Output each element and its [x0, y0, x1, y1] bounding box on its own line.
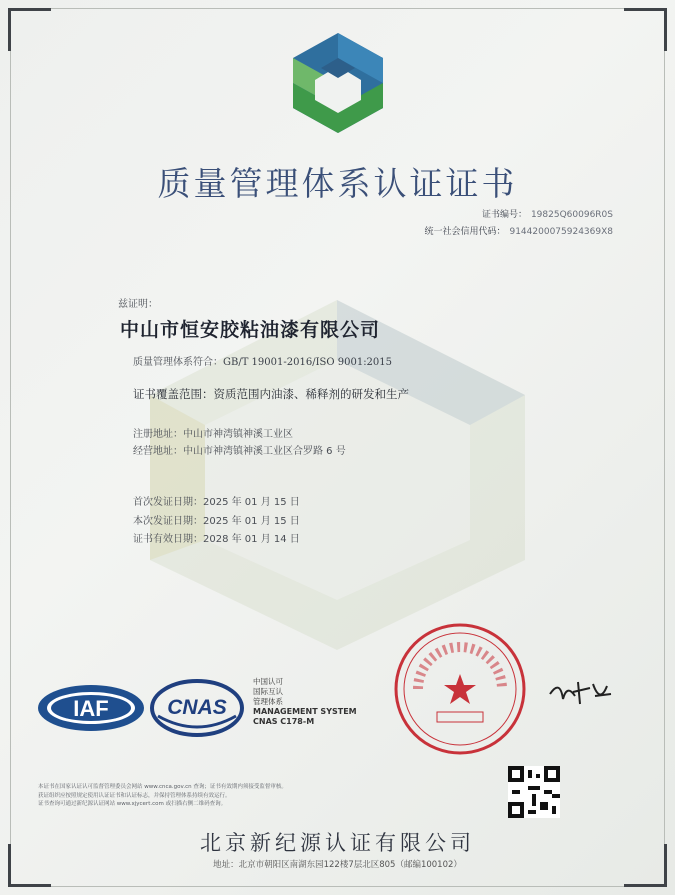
footer-notes: 本证书在国家认证认可监督管理委员会网站 www.cnca.gov.cn 查询；证书有效期内须接受监督审核。 获证组织应按照规定使用认证证书和认证标志，并保持管理体系持续有效运行。 证书查询可通过新纪源认证网站 www.xjycert.com 或扫描右侧二维码查询。: [38, 784, 287, 807]
issuer-address: 地址：北京市朝阳区南湖东园122楼7层北区805（邮编100102）: [213, 860, 462, 870]
issuer-name: 北京新纪源认证有限公司: [200, 831, 475, 855]
certificate-title: 质量管理体系认证证书: [157, 164, 518, 203]
cnas-text: CNAS: [167, 696, 227, 719]
qr-code-icon[interactable]: [508, 766, 560, 818]
corner-bracket: [8, 8, 51, 51]
scope-line: 证书覆盖范围：资质范围内油漆、稀释剂的研发和生产: [133, 387, 409, 401]
official-seal-icon: [393, 622, 528, 757]
expiry-line: 证书有效日期：2028 年 01 月 14 日: [133, 534, 300, 545]
certifier-logo-icon: [283, 28, 393, 138]
op-address-line: 经营地址：中山市神湾镇神溪工业区合罗路 6 号: [133, 446, 346, 457]
iaf-logo-icon: [36, 683, 146, 733]
first-issue-line: 首次发证日期：2025 年 01 月 15 日: [133, 497, 300, 508]
corner-bracket: [624, 844, 667, 887]
reg-address-line: 注册地址：中山市神湾镇神溪工业区: [133, 429, 293, 440]
corner-bracket: [624, 8, 667, 51]
iaf-text: IAF: [73, 696, 109, 721]
standard-line: 质量管理体系符合：GB/T 19001-2016/ISO 9001:2015: [133, 357, 393, 368]
cnas-logo-icon: [150, 678, 245, 738]
signature-icon: [545, 674, 615, 709]
certify-label: 兹证明：: [118, 299, 158, 310]
cnas-accreditation-text: 中国认可 国际互认 管理体系 MANAGEMENT SYSTEM CNAS C178-M: [253, 677, 357, 726]
cert-number: 证书编号： 19825Q60096R0S: [481, 210, 613, 220]
credit-code: 统一社会信用代码： 9144200075924369X8: [424, 227, 613, 237]
corner-bracket: [8, 844, 51, 887]
this-issue-line: 本次发证日期：2025 年 01 月 15 日: [133, 516, 300, 527]
company-name: 中山市恒安胶粘油漆有限公司: [120, 319, 381, 341]
